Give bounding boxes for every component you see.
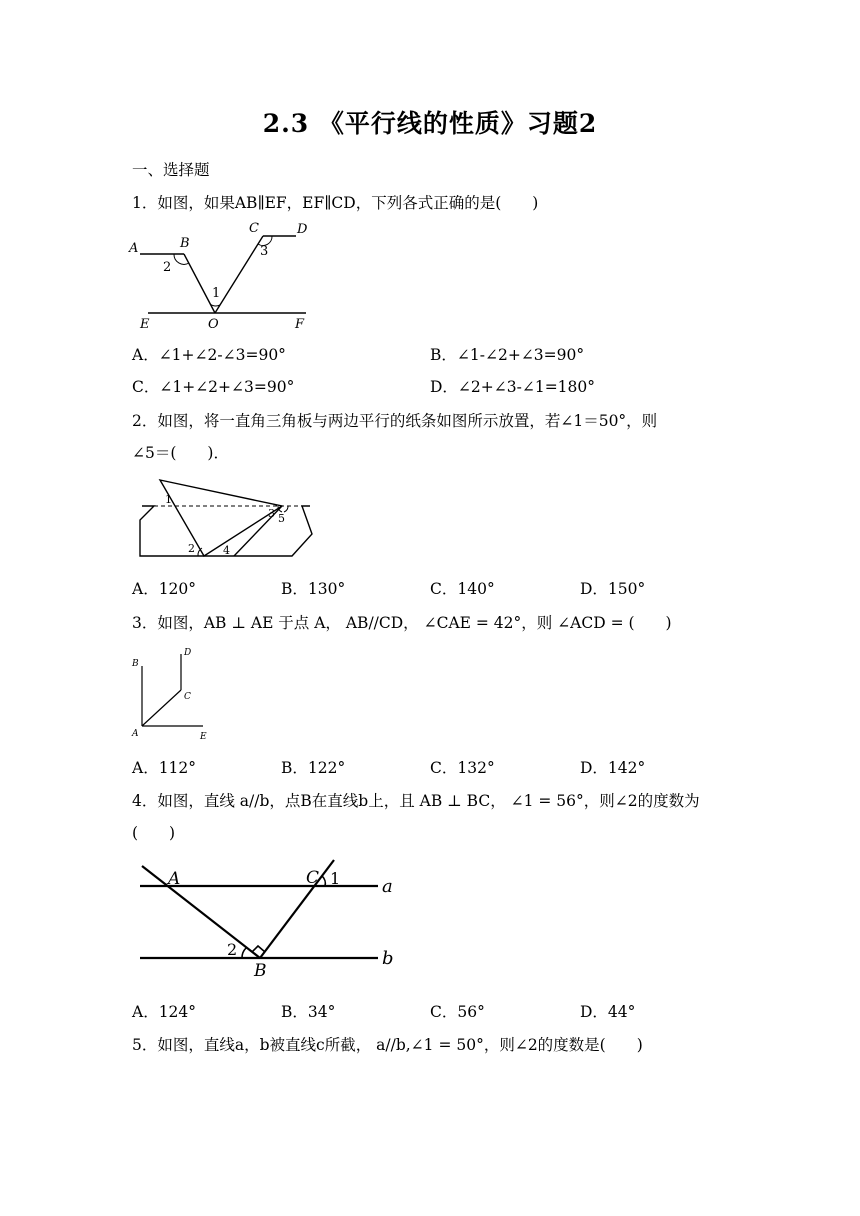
q1-label-o: O — [208, 317, 219, 330]
q3-label-c: C — [184, 692, 191, 702]
q3-label-e: E — [200, 732, 207, 742]
q1-option-c: C．∠1+∠2+∠3=90° — [132, 378, 295, 396]
q3-option-d: D．142° — [580, 759, 646, 777]
q1-option-a: A．∠1+∠2-∠3=90° — [132, 346, 286, 364]
q2-figure — [132, 476, 322, 564]
q1-label-f: F — [295, 317, 305, 330]
section-heading: 一、选择题 — [132, 161, 210, 179]
q3-stem: 3．如图，AB ⊥ AE 于点 A， AB//CD， ∠CAE = 42°，则 ∠ACD = ( ) — [132, 614, 672, 632]
q4-angle-2: 2 — [227, 940, 238, 959]
q4-stem-line1: 4．如图，直线 a//b，点B在直线b上，且 AB ⊥ BC， ∠1 = 56°，则∠2的度数为 — [132, 792, 700, 810]
q3-label-d: D — [184, 648, 192, 658]
q3-option-a: A．112° — [132, 759, 197, 777]
q1-option-b: B．∠1-∠2+∠3=90° — [430, 346, 585, 364]
q3-label-a: A — [132, 729, 139, 739]
q2-option-d: D．150° — [580, 580, 646, 598]
q4-label-c-point: C — [306, 868, 320, 888]
q4-label-line-a: a — [382, 876, 393, 897]
page-title: 2.3 《平行线的性质》习题2 — [262, 109, 598, 138]
q3-figure — [130, 646, 220, 742]
q1-angle-2: 2 — [163, 260, 172, 275]
q4-option-b: B．34° — [281, 1003, 336, 1021]
q1-stem: 1．如图，如果AB∥EF，EF∥CD，下列各式正确的是( ) — [132, 194, 539, 212]
q2-option-c: C．140° — [430, 580, 495, 598]
q2-angle-4: 4 — [223, 544, 230, 557]
q4-label-line-b: b — [382, 948, 394, 969]
q2-stem-line2: ∠5＝( )． — [132, 444, 229, 462]
q3-option-c: C．132° — [430, 759, 495, 777]
q3-label-b: B — [132, 659, 139, 669]
q4-angle-1: 1 — [330, 869, 341, 888]
q1-label-b: B — [180, 236, 190, 251]
q1-label-a: A — [129, 241, 139, 256]
q4-option-a: A．124° — [132, 1003, 197, 1021]
q4-option-d: D．44° — [580, 1003, 636, 1021]
q4-label-b-point: B — [254, 961, 267, 980]
q2-angle-5: 5 — [278, 512, 285, 525]
q2-stem-line1: 2．如图，将一直角三角板与两边平行的纸条如图所示放置，若∠1＝50°，则 — [132, 412, 658, 430]
q2-option-a: A．120° — [132, 580, 197, 598]
q2-angle-1: 1 — [165, 493, 172, 506]
q2-angle-2: 2 — [188, 542, 195, 555]
q1-option-d: D．∠2+∠3-∠1=180° — [430, 378, 596, 396]
q1-label-d: D — [297, 222, 308, 237]
q4-label-a-point: A — [168, 869, 181, 889]
q4-stem-line2: ( ) — [132, 824, 176, 842]
q5-stem: 5．如图，直线a，b被直线c所截， a//b,∠1 = 50°，则∠2的度数是( ) — [132, 1036, 643, 1054]
q1-label-c: C — [249, 221, 259, 236]
q2-angle-3: 3 — [268, 507, 275, 520]
q4-option-c: C．56° — [430, 1003, 485, 1021]
q4-figure — [130, 852, 400, 980]
q1-angle-3: 3 — [260, 244, 269, 259]
q1-angle-1: 1 — [212, 286, 221, 301]
q1-label-e: E — [140, 317, 150, 330]
q2-option-b: B．130° — [281, 580, 346, 598]
q1-figure — [126, 218, 316, 330]
q3-option-b: B．122° — [281, 759, 346, 777]
